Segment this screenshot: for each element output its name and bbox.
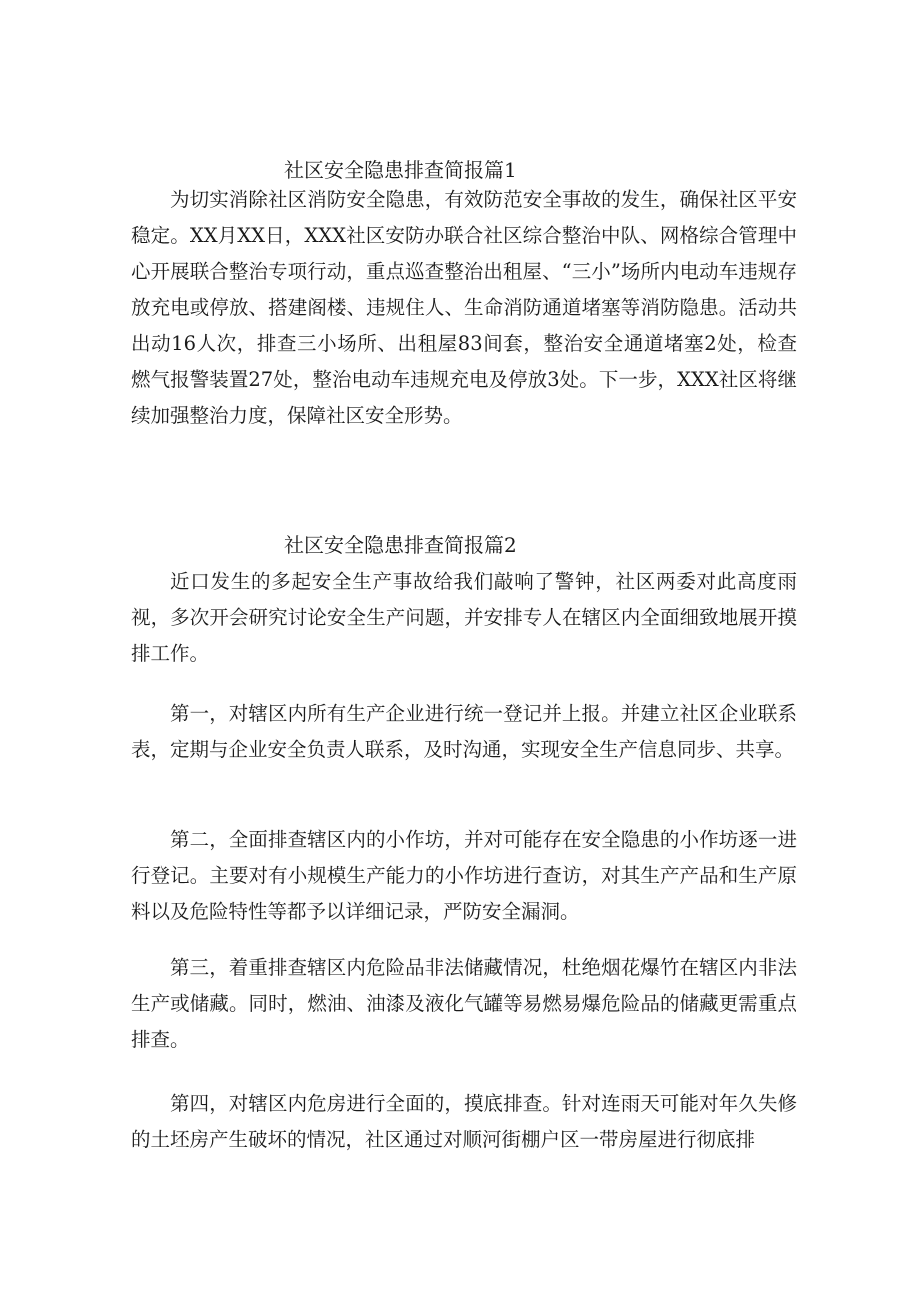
section-2-paragraph-second: 第二，全面排查辖区内的小作坊，并对可能存在安全隐患的小作坊逐一进行登记。主要对有小规模生产能力的小作坊进行查访，对其生产产品和生产原料以及危险特性等都予以详细记录，严防安全漏洞。: [131, 828, 797, 923]
section-2-title: 社区安全隐患排查简报篇2: [284, 533, 517, 557]
section-2-paragraph-intro: 近口发生的多起安全生产事故给我们敲响了警钟，社区两委对此高度雨视，多次开会研究讨论安全生产问题，并安排专人在辖区内全面细致地展开摸排工作。: [131, 570, 797, 665]
section-1-paragraph: 为切实消除社区消防安全隐患，有效防范安全事故的发生，确保社区平安稳定。XX月XX日，XXX社区安防办联合社区综合整治中队、网格综合管理中心开展联合整治专项行动，重点巡查整治出租屋、“三小”场所内电动车违规存放充电或停放、搭建阁楼、违规住人、生命消防通道堵塞等消防隐患。活动共出动16人次，排查三小场所、出租屋83间套，整治安全通道堵塞2处，检查燃气报警装置27处，整治电动车违规充电及停放3处。下一步，XXX社区将继续加强整治力度，保障社区安全形势。: [131, 188, 797, 427]
section-1-title: 社区安全隐患排查简报篇1: [284, 158, 517, 182]
section-2-paragraph-third: 第三，着重排查辖区内危险品非法储藏情况，杜绝烟花爆竹在辖区内非法生产或储藏。同时，燃油、油漆及液化气罐等易燃易爆危险品的储藏更需重点排查。: [131, 956, 797, 1051]
section-2-paragraph-fourth: 第四，对辖区内危房进行全面的，摸底排查。针对连雨天可能对年久失修的土坯房产生破坏的情况，社区通过对顺河街棚户区一带房屋进行彻底排: [131, 1092, 797, 1151]
section-2-paragraph-first: 第一，对辖区内所有生产企业进行统一登记并上报。并建立社区企业联系表，定期与企业安全负责人联系，及时沟通，实现安全生产信息同步、共享。: [131, 702, 797, 761]
